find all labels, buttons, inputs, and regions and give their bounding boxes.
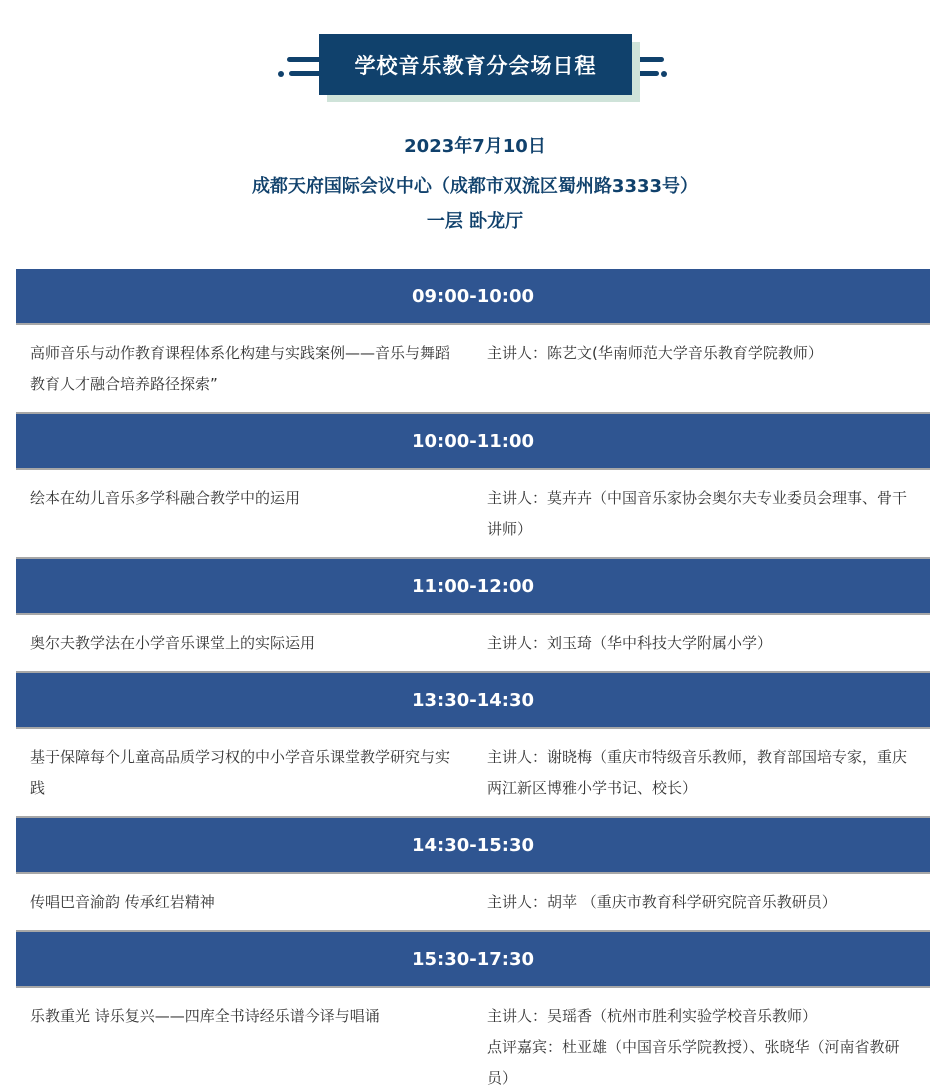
session-row [16,729,930,818]
session-row [16,325,930,414]
session-time-bar: 09:00-10:00 [16,269,930,325]
session-topic: 高师音乐与动作教育课程体系化构建与实践案例——音乐与舞蹈教育人才融合培养路径探索” [30,344,451,393]
session-row [16,470,930,559]
session-time-bar: 13:30-14:30 [16,673,930,729]
page-title: 学校音乐教育分会场日程 [319,34,632,95]
speaker-line: 主讲人：谢晓梅（重庆市特级音乐教师，教育部国培专家，重庆两江新区博雅小学书记、校长） [487,748,908,797]
session-topic: 绘本在幼儿音乐多学科融合教学中的运用 [30,489,301,507]
speaker-line: 主讲人：刘玉琦（华中科技大学附属小学） [487,634,773,652]
session-time-bar: 11:00-12:00 [16,559,930,615]
decorative-dot-left [278,71,284,77]
event-venue: 成都天府国际会议中心（成都市双流区蜀州路3333号） [251,176,699,197]
speaker-line: 点评嘉宾：杜亚雄（中国音乐学院教授）、张晓华（河南省教研员） [487,1038,900,1087]
session-speaker [472,1001,930,1091]
session-topic: 传唱巴音渝韵 传承红岩精神 [30,893,215,911]
decorative-dot-right [661,71,667,77]
schedule-list [16,269,930,1091]
session-topic: 基于保障每个儿童高品质学习权的中小学音乐课堂教学研究与实践 [30,748,451,797]
session-speaker [472,742,930,804]
session-topic: 奥尔夫教学法在小学音乐课堂上的实际运用 [30,634,316,652]
session-speaker [472,628,930,659]
session-row [16,615,930,673]
title-banner [0,0,950,110]
event-hall: 一层 卧龙厅 [426,211,524,232]
session-time-bar: 15:30-17:30 [16,932,930,988]
speaker-line: 主讲人：陈艺文(华南师范大学音乐教育学院教师） [487,344,823,362]
session-row [16,874,930,932]
session-speaker [472,338,930,400]
session-time-bar: 14:30-15:30 [16,818,930,874]
session-topic: 乐教重光 诗乐复兴——四库全书诗经乐谱今译与唱诵 [30,1007,380,1025]
session-speaker [472,887,930,918]
session-row [16,988,930,1091]
speaker-line: 主讲人：吴瑶香（杭州市胜利实验学校音乐教师） [487,1007,818,1025]
speaker-line: 主讲人：胡苹 （重庆市教育科学研究院音乐教研员） [487,893,837,911]
session-time-bar: 10:00-11:00 [16,414,930,470]
event-date: 2023年7月10日 [404,136,546,157]
session-speaker [472,483,930,545]
speaker-line: 主讲人：莫卉卉（中国音乐家协会奥尔夫专业委员会理事、骨干讲师） [487,489,908,538]
